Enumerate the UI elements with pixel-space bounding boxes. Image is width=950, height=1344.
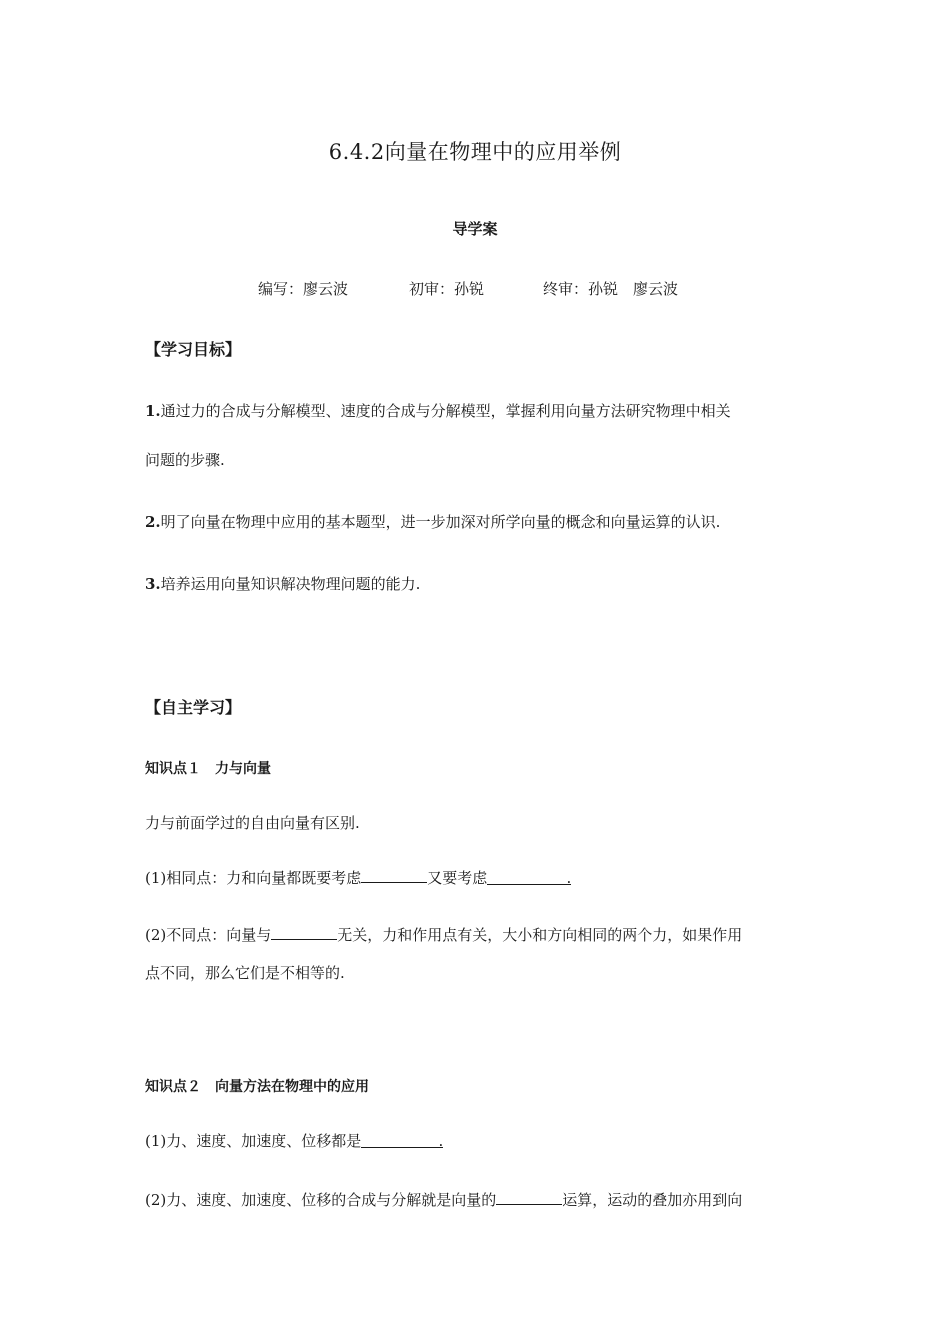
goal-item-2 bbox=[145, 511, 720, 532]
kp1-intro: 力与前面学过的自由向量有区别. bbox=[145, 814, 360, 832]
fill-blank[interactable] bbox=[361, 865, 427, 883]
knowledge-point-2-title: 知识点２ 向量方法在物理中的应用 bbox=[145, 1079, 369, 1095]
document-subtitle: 导学案 bbox=[452, 220, 498, 238]
goal-text: 培养运用向量知识解决物理问题的能力. bbox=[160, 575, 421, 593]
kp2-item-1-text: (1)力、速度、加速度、位移都是 bbox=[145, 1132, 362, 1150]
goal-item-3 bbox=[145, 573, 420, 594]
goal-number: 2. bbox=[145, 513, 161, 531]
kp1-item-1-text-b: 又要考虑 bbox=[427, 869, 488, 887]
study-heading: 【自主学习】 bbox=[145, 698, 242, 717]
goal-text: 通过力的合成与分解模型、速度的合成与分解模型，掌握利用向量方法研究物理中相关 bbox=[160, 402, 731, 420]
kp2-item-1 bbox=[145, 1130, 443, 1151]
goal-number: 3. bbox=[145, 575, 161, 593]
goal-number: 1. bbox=[145, 402, 161, 420]
goal-text: 明了向量在物理中应用的基本题型，进一步加深对所学向量的概念和向量运算的认识. bbox=[160, 513, 721, 531]
kp1-item-1 bbox=[145, 865, 571, 888]
kp2-item-2-text-b: 运算，运动的叠加亦用到向 bbox=[562, 1191, 743, 1209]
period: . bbox=[438, 1132, 444, 1150]
kp1-item-2-text-b: 无关，力和作用点有关，大小和方向相同的两个力，如果作用 bbox=[337, 926, 743, 944]
author-final: 终审：孙锐 廖云波 bbox=[543, 280, 679, 298]
fill-blank[interactable] bbox=[496, 1187, 562, 1205]
kp2-item-2-text: (2)力、速度、加速度、位移的合成与分解就是向量的 bbox=[145, 1191, 497, 1209]
fill-blank[interactable] bbox=[361, 1130, 443, 1148]
kp1-item-2-continued: 点不同，那么它们是不相等的. bbox=[145, 964, 345, 982]
goal-item-1 bbox=[145, 400, 731, 421]
fill-blank[interactable] bbox=[487, 867, 571, 885]
kp2-item-2 bbox=[145, 1187, 742, 1210]
knowledge-point-1-title: 知识点１ 力与向量 bbox=[145, 761, 271, 777]
document-title: 6.4.2向量在物理中的应用举例 bbox=[328, 140, 622, 164]
goals-heading: 【学习目标】 bbox=[145, 340, 242, 359]
kp1-item-1-text: (1)相同点：力和向量都既要考虑 bbox=[145, 869, 362, 887]
period: . bbox=[566, 869, 572, 887]
kp1-item-2-text: (2)不同点：向量与 bbox=[145, 926, 272, 944]
author-reviewer: 初审：孙锐 bbox=[409, 280, 485, 298]
goal-item-1-continued: 问题的步骤. bbox=[145, 451, 225, 469]
kp1-item-2 bbox=[145, 922, 742, 945]
fill-blank[interactable] bbox=[271, 922, 337, 940]
author-writer: 编写：廖云波 bbox=[258, 280, 349, 298]
